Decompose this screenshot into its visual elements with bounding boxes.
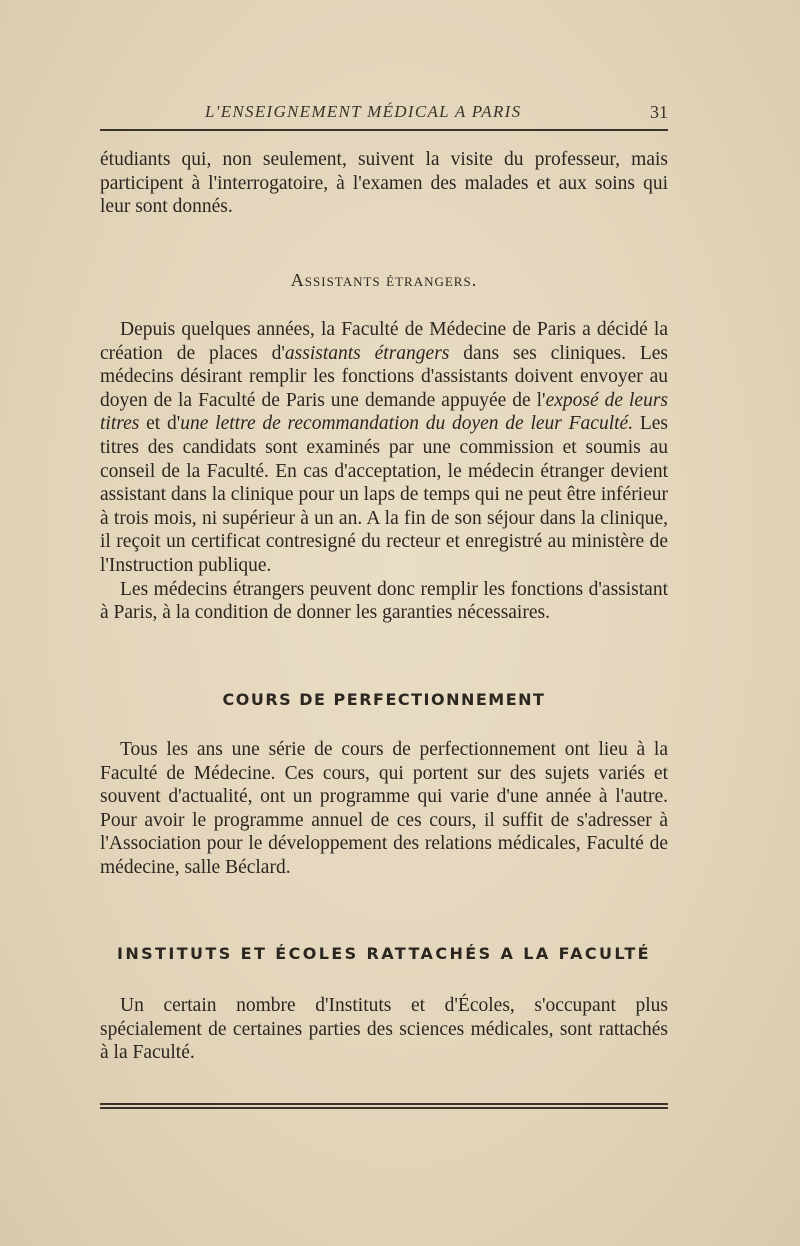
cours-section <box>100 738 668 880</box>
instituts-paragraph: Un certain nombre d'Instituts et d'Écoles, s'occupant plus spécialement de certaines parties des sciences médicales, sont rattachés à la Faculté. <box>100 995 668 1064</box>
cours-heading: COURS DE PERFECTIONNEMENT <box>222 690 546 709</box>
assistants-paragraph-1 <box>100 318 668 578</box>
end-rule-bottom <box>100 1107 668 1109</box>
assistants-text-c: dans ses cliniques. Les médecins désirant remplir les fonctions d'assistants doivent envoyer au doyen de la Faculté de Paris une demande appuyée de l' <box>100 342 668 411</box>
assistants-paragraph-2: Les médecins étrangers peuvent donc remplir les fonctions d'assistant à Paris, à la condition de donner les garanties nécessaires. <box>100 578 668 624</box>
assistants-text-a: Depuis quelques années, la Faculté de Médecine de Paris a décidé la création de places d' <box>100 319 668 364</box>
instituts-section <box>100 994 668 1065</box>
running-title: L'ENSEIGNEMENT MÉDICAL A PARIS <box>205 102 522 121</box>
assistants-text-e: et d' <box>139 413 181 435</box>
instituts-heading: INSTITUTS ET ÉCOLES RATTACHÉS A LA FACULTÉ <box>116 944 651 963</box>
assistants-section <box>100 318 668 625</box>
cours-paragraph: Tous les ans une série de cours de perfectionnement ont lieu à la Faculté de Médecine. Ces cours, qui portent sur des sujets variés et souvent d'actualité, ont un programme qui varie d'une année à l'autre. Pour avoir le programme annuel de ces cours, il suffit de s'adresser à l'Association pour le développement des relations médicales, Faculté de médecine, salle Béclard. <box>100 739 668 878</box>
end-rule-top <box>100 1103 668 1105</box>
assistants-heading: Assistants étrangers. <box>290 270 478 290</box>
intro-paragraph <box>100 148 668 219</box>
assistants-text-f: une lettre de recommandation du doyen de leur Faculté. <box>180 413 634 435</box>
header-rule <box>100 129 668 131</box>
running-head <box>100 100 668 126</box>
intro-text: étudiants qui, non seulement, suivent la visite du professeur, mais participent à l'interrogatoire, à l'examen des malades et aux soins qui leur sont donnés. <box>100 149 668 218</box>
page-number: 31 <box>650 102 668 122</box>
assistants-text-g: Les titres des candidats sont examinés par une commission et soumis au conseil de la Faculté. En cas d'acceptation, le médecin étranger devient assistant dans la clinique pour un laps de temps qui ne peut être inférieur à trois mois, ni supérieur à un an. A la fin de son séjour dans la clinique, il reçoit un certificat contresigné du recteur et enregistré au ministère de l'Instruction publique. <box>100 413 668 576</box>
assistants-text-b: assistants étrangers <box>284 342 450 364</box>
assistants-text-d: exposé de leurs titres <box>100 389 668 435</box>
